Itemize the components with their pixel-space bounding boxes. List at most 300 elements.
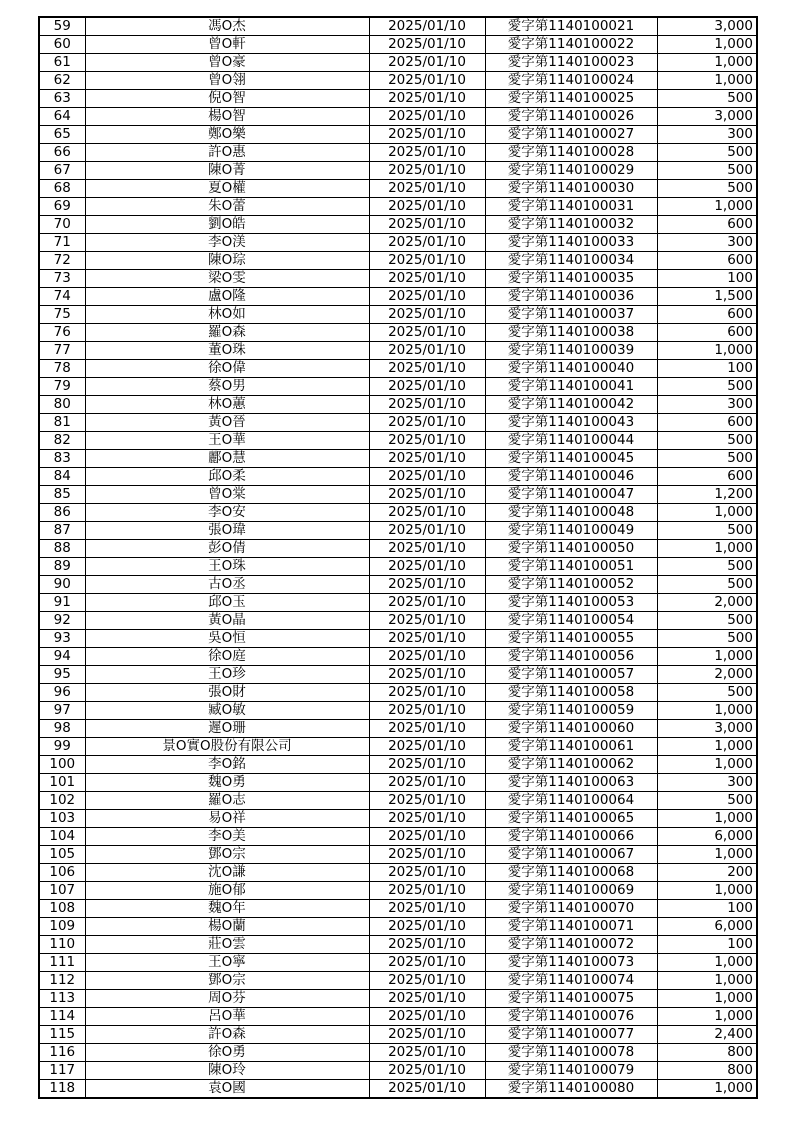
- serial-number-cell: 92: [39, 612, 85, 630]
- donation-amount-cell: 500: [657, 432, 757, 450]
- table-row: [39, 396, 757, 414]
- table-row: [39, 360, 757, 378]
- serial-number-cell: 107: [39, 882, 85, 900]
- donation-date-cell: 2025/01/10: [369, 378, 485, 396]
- serial-number-cell: 71: [39, 234, 85, 252]
- donation-amount-cell: 500: [657, 180, 757, 198]
- table-row: [39, 54, 757, 72]
- donation-date-cell: 2025/01/10: [369, 612, 485, 630]
- table-row: [39, 324, 757, 342]
- receipt-number-cell: 愛字第1140100048: [485, 504, 657, 522]
- receipt-number-cell: 愛字第1140100060: [485, 720, 657, 738]
- table-row: [39, 720, 757, 738]
- donation-amount-cell: 1,000: [657, 648, 757, 666]
- donation-amount-cell: 1,000: [657, 882, 757, 900]
- receipt-number-cell: 愛字第1140100047: [485, 486, 657, 504]
- serial-number-cell: 83: [39, 450, 85, 468]
- table-row: [39, 666, 757, 684]
- donor-name-cell: 袁O國: [85, 1080, 369, 1099]
- serial-number-cell: 74: [39, 288, 85, 306]
- donation-table-body: [39, 17, 757, 1098]
- donor-name-cell: 張O瑋: [85, 522, 369, 540]
- donation-date-cell: 2025/01/10: [369, 162, 485, 180]
- receipt-number-cell: 愛字第1140100043: [485, 414, 657, 432]
- donor-name-cell: 羅O森: [85, 324, 369, 342]
- donation-amount-cell: 500: [657, 162, 757, 180]
- donation-date-cell: 2025/01/10: [369, 810, 485, 828]
- donor-name-cell: 王O珍: [85, 666, 369, 684]
- serial-number-cell: 115: [39, 1026, 85, 1044]
- serial-number-cell: 101: [39, 774, 85, 792]
- table-row: [39, 972, 757, 990]
- receipt-number-cell: 愛字第1140100049: [485, 522, 657, 540]
- donor-name-cell: 李O銘: [85, 756, 369, 774]
- donation-date-cell: 2025/01/10: [369, 702, 485, 720]
- table-row: [39, 432, 757, 450]
- donor-name-cell: 李O美: [85, 828, 369, 846]
- serial-number-cell: 93: [39, 630, 85, 648]
- table-row: [39, 540, 757, 558]
- table-row: [39, 162, 757, 180]
- receipt-number-cell: 愛字第1140100031: [485, 198, 657, 216]
- receipt-number-cell: 愛字第1140100050: [485, 540, 657, 558]
- receipt-number-cell: 愛字第1140100030: [485, 180, 657, 198]
- donation-date-cell: 2025/01/10: [369, 936, 485, 954]
- serial-number-cell: 111: [39, 954, 85, 972]
- serial-number-cell: 112: [39, 972, 85, 990]
- serial-number-cell: 82: [39, 432, 85, 450]
- donor-name-cell: 曾O軒: [85, 36, 369, 54]
- receipt-number-cell: 愛字第1140100066: [485, 828, 657, 846]
- donor-name-cell: 彭O倩: [85, 540, 369, 558]
- table-row: [39, 468, 757, 486]
- serial-number-cell: 73: [39, 270, 85, 288]
- donation-date-cell: 2025/01/10: [369, 882, 485, 900]
- donor-name-cell: 馮O杰: [85, 17, 369, 36]
- receipt-number-cell: 愛字第1140100024: [485, 72, 657, 90]
- table-row: [39, 630, 757, 648]
- serial-number-cell: 89: [39, 558, 85, 576]
- donation-date-cell: 2025/01/10: [369, 450, 485, 468]
- donor-name-cell: 朱O蕾: [85, 198, 369, 216]
- serial-number-cell: 98: [39, 720, 85, 738]
- donor-name-cell: 倪O智: [85, 90, 369, 108]
- donation-amount-cell: 300: [657, 126, 757, 144]
- serial-number-cell: 65: [39, 126, 85, 144]
- table-row: [39, 738, 757, 756]
- table-row: [39, 954, 757, 972]
- donation-date-cell: 2025/01/10: [369, 1080, 485, 1099]
- donation-list-page: [38, 16, 756, 1099]
- donor-name-cell: 周O芬: [85, 990, 369, 1008]
- donor-name-cell: 沈O謙: [85, 864, 369, 882]
- serial-number-cell: 70: [39, 216, 85, 234]
- receipt-number-cell: 愛字第1140100046: [485, 468, 657, 486]
- receipt-number-cell: 愛字第1140100074: [485, 972, 657, 990]
- serial-number-cell: 77: [39, 342, 85, 360]
- donation-amount-cell: 2,400: [657, 1026, 757, 1044]
- donor-name-cell: 邱O玉: [85, 594, 369, 612]
- receipt-number-cell: 愛字第1140100028: [485, 144, 657, 162]
- receipt-number-cell: 愛字第1140100068: [485, 864, 657, 882]
- table-row: [39, 828, 757, 846]
- donation-date-cell: 2025/01/10: [369, 954, 485, 972]
- donation-amount-cell: 600: [657, 468, 757, 486]
- receipt-number-cell: 愛字第1140100032: [485, 216, 657, 234]
- receipt-number-cell: 愛字第1140100062: [485, 756, 657, 774]
- table-row: [39, 594, 757, 612]
- donation-date-cell: 2025/01/10: [369, 648, 485, 666]
- serial-number-cell: 90: [39, 576, 85, 594]
- donation-date-cell: 2025/01/10: [369, 738, 485, 756]
- serial-number-cell: 59: [39, 17, 85, 36]
- serial-number-cell: 106: [39, 864, 85, 882]
- donor-name-cell: 邱O柔: [85, 468, 369, 486]
- receipt-number-cell: 愛字第1140100063: [485, 774, 657, 792]
- receipt-number-cell: 愛字第1140100044: [485, 432, 657, 450]
- donor-name-cell: 徐O勇: [85, 1044, 369, 1062]
- serial-number-cell: 88: [39, 540, 85, 558]
- donation-date-cell: 2025/01/10: [369, 144, 485, 162]
- donation-date-cell: 2025/01/10: [369, 432, 485, 450]
- receipt-number-cell: 愛字第1140100067: [485, 846, 657, 864]
- donor-name-cell: 羅O志: [85, 792, 369, 810]
- donor-name-cell: 楊O智: [85, 108, 369, 126]
- donation-date-cell: 2025/01/10: [369, 576, 485, 594]
- receipt-number-cell: 愛字第1140100039: [485, 342, 657, 360]
- donation-date-cell: 2025/01/10: [369, 918, 485, 936]
- serial-number-cell: 113: [39, 990, 85, 1008]
- receipt-number-cell: 愛字第1140100051: [485, 558, 657, 576]
- donor-name-cell: 楊O蘭: [85, 918, 369, 936]
- donation-amount-cell: 3,000: [657, 17, 757, 36]
- receipt-number-cell: 愛字第1140100025: [485, 90, 657, 108]
- donation-amount-cell: 500: [657, 558, 757, 576]
- receipt-number-cell: 愛字第1140100059: [485, 702, 657, 720]
- serial-number-cell: 81: [39, 414, 85, 432]
- table-row: [39, 414, 757, 432]
- table-row: [39, 252, 757, 270]
- donation-amount-cell: 2,000: [657, 666, 757, 684]
- serial-number-cell: 64: [39, 108, 85, 126]
- table-row: [39, 648, 757, 666]
- donation-amount-cell: 100: [657, 270, 757, 288]
- donation-amount-cell: 500: [657, 792, 757, 810]
- receipt-number-cell: 愛字第1140100033: [485, 234, 657, 252]
- receipt-number-cell: 愛字第1140100056: [485, 648, 657, 666]
- donor-name-cell: 鄭O樂: [85, 126, 369, 144]
- donation-amount-cell: 1,000: [657, 1008, 757, 1026]
- donation-date-cell: 2025/01/10: [369, 396, 485, 414]
- donation-date-cell: 2025/01/10: [369, 630, 485, 648]
- table-row: [39, 900, 757, 918]
- serial-number-cell: 114: [39, 1008, 85, 1026]
- serial-number-cell: 97: [39, 702, 85, 720]
- receipt-number-cell: 愛字第1140100022: [485, 36, 657, 54]
- donor-name-cell: 林O蕙: [85, 396, 369, 414]
- table-row: [39, 846, 757, 864]
- donor-name-cell: 景O實O股份有限公司: [85, 738, 369, 756]
- donation-date-cell: 2025/01/10: [369, 486, 485, 504]
- donation-amount-cell: 1,000: [657, 972, 757, 990]
- donation-amount-cell: 500: [657, 90, 757, 108]
- receipt-number-cell: 愛字第1140100052: [485, 576, 657, 594]
- donation-date-cell: 2025/01/10: [369, 90, 485, 108]
- donation-amount-cell: 500: [657, 378, 757, 396]
- donation-date-cell: 2025/01/10: [369, 288, 485, 306]
- donor-name-cell: 張O財: [85, 684, 369, 702]
- donation-date-cell: 2025/01/10: [369, 234, 485, 252]
- donation-amount-cell: 500: [657, 612, 757, 630]
- serial-number-cell: 87: [39, 522, 85, 540]
- serial-number-cell: 96: [39, 684, 85, 702]
- serial-number-cell: 75: [39, 306, 85, 324]
- donor-name-cell: 魏O勇: [85, 774, 369, 792]
- serial-number-cell: 86: [39, 504, 85, 522]
- donor-name-cell: 陳O琮: [85, 252, 369, 270]
- serial-number-cell: 117: [39, 1062, 85, 1080]
- table-row: [39, 90, 757, 108]
- serial-number-cell: 80: [39, 396, 85, 414]
- donation-amount-cell: 800: [657, 1062, 757, 1080]
- donation-amount-cell: 800: [657, 1044, 757, 1062]
- donation-date-cell: 2025/01/10: [369, 1062, 485, 1080]
- donor-name-cell: 曾O翎: [85, 72, 369, 90]
- donation-amount-cell: 3,000: [657, 720, 757, 738]
- donation-date-cell: 2025/01/10: [369, 720, 485, 738]
- donor-name-cell: 王O寧: [85, 954, 369, 972]
- donation-amount-cell: 1,000: [657, 72, 757, 90]
- donation-date-cell: 2025/01/10: [369, 360, 485, 378]
- donation-table: [38, 16, 758, 1099]
- receipt-number-cell: 愛字第1140100073: [485, 954, 657, 972]
- receipt-number-cell: 愛字第1140100072: [485, 936, 657, 954]
- serial-number-cell: 118: [39, 1080, 85, 1099]
- serial-number-cell: 116: [39, 1044, 85, 1062]
- serial-number-cell: 60: [39, 36, 85, 54]
- donor-name-cell: 吳O恒: [85, 630, 369, 648]
- donation-date-cell: 2025/01/10: [369, 900, 485, 918]
- donor-name-cell: 林O如: [85, 306, 369, 324]
- donation-amount-cell: 1,000: [657, 1080, 757, 1099]
- table-row: [39, 756, 757, 774]
- donor-name-cell: 曾O棠: [85, 486, 369, 504]
- donation-amount-cell: 1,000: [657, 954, 757, 972]
- receipt-number-cell: 愛字第1140100075: [485, 990, 657, 1008]
- table-row: [39, 504, 757, 522]
- donation-date-cell: 2025/01/10: [369, 990, 485, 1008]
- donation-date-cell: 2025/01/10: [369, 522, 485, 540]
- donation-date-cell: 2025/01/10: [369, 756, 485, 774]
- receipt-number-cell: 愛字第1140100080: [485, 1080, 657, 1099]
- donation-date-cell: 2025/01/10: [369, 180, 485, 198]
- table-row: [39, 1062, 757, 1080]
- table-row: [39, 1044, 757, 1062]
- table-row: [39, 882, 757, 900]
- serial-number-cell: 67: [39, 162, 85, 180]
- donation-date-cell: 2025/01/10: [369, 864, 485, 882]
- donation-date-cell: 2025/01/10: [369, 342, 485, 360]
- receipt-number-cell: 愛字第1140100034: [485, 252, 657, 270]
- donation-date-cell: 2025/01/10: [369, 1026, 485, 1044]
- donation-amount-cell: 600: [657, 216, 757, 234]
- table-row: [39, 72, 757, 90]
- donation-date-cell: 2025/01/10: [369, 54, 485, 72]
- serial-number-cell: 102: [39, 792, 85, 810]
- donation-date-cell: 2025/01/10: [369, 252, 485, 270]
- donation-date-cell: 2025/01/10: [369, 1008, 485, 1026]
- donation-amount-cell: 1,000: [657, 504, 757, 522]
- donor-name-cell: 許O惠: [85, 144, 369, 162]
- donation-amount-cell: 1,000: [657, 198, 757, 216]
- donor-name-cell: 徐O偉: [85, 360, 369, 378]
- donation-date-cell: 2025/01/10: [369, 198, 485, 216]
- table-row: [39, 936, 757, 954]
- serial-number-cell: 61: [39, 54, 85, 72]
- donor-name-cell: 臧O敏: [85, 702, 369, 720]
- donation-date-cell: 2025/01/10: [369, 792, 485, 810]
- receipt-number-cell: 愛字第1140100069: [485, 882, 657, 900]
- receipt-number-cell: 愛字第1140100055: [485, 630, 657, 648]
- table-row: [39, 1080, 757, 1099]
- donor-name-cell: 許O森: [85, 1026, 369, 1044]
- donation-amount-cell: 200: [657, 864, 757, 882]
- receipt-number-cell: 愛字第1140100054: [485, 612, 657, 630]
- donation-date-cell: 2025/01/10: [369, 108, 485, 126]
- table-row: [39, 234, 757, 252]
- receipt-number-cell: 愛字第1140100079: [485, 1062, 657, 1080]
- serial-number-cell: 109: [39, 918, 85, 936]
- donation-amount-cell: 2,000: [657, 594, 757, 612]
- donation-date-cell: 2025/01/10: [369, 468, 485, 486]
- table-row: [39, 576, 757, 594]
- donor-name-cell: 古O丞: [85, 576, 369, 594]
- serial-number-cell: 66: [39, 144, 85, 162]
- table-row: [39, 702, 757, 720]
- receipt-number-cell: 愛字第1140100029: [485, 162, 657, 180]
- serial-number-cell: 100: [39, 756, 85, 774]
- donation-date-cell: 2025/01/10: [369, 540, 485, 558]
- donation-amount-cell: 1,000: [657, 342, 757, 360]
- donation-date-cell: 2025/01/10: [369, 72, 485, 90]
- receipt-number-cell: 愛字第1140100038: [485, 324, 657, 342]
- donation-date-cell: 2025/01/10: [369, 414, 485, 432]
- donation-amount-cell: 300: [657, 774, 757, 792]
- donor-name-cell: 梁O雯: [85, 270, 369, 288]
- donor-name-cell: 夏O權: [85, 180, 369, 198]
- table-row: [39, 522, 757, 540]
- serial-number-cell: 95: [39, 666, 85, 684]
- serial-number-cell: 78: [39, 360, 85, 378]
- donation-amount-cell: 1,200: [657, 486, 757, 504]
- table-row: [39, 792, 757, 810]
- donation-amount-cell: 1,000: [657, 36, 757, 54]
- donation-amount-cell: 1,000: [657, 702, 757, 720]
- serial-number-cell: 94: [39, 648, 85, 666]
- donation-date-cell: 2025/01/10: [369, 846, 485, 864]
- receipt-number-cell: 愛字第1140100064: [485, 792, 657, 810]
- table-row: [39, 918, 757, 936]
- table-row: [39, 486, 757, 504]
- donation-amount-cell: 100: [657, 360, 757, 378]
- donation-date-cell: 2025/01/10: [369, 774, 485, 792]
- donor-name-cell: 魏O年: [85, 900, 369, 918]
- donor-name-cell: 黃O晶: [85, 612, 369, 630]
- receipt-number-cell: 愛字第1140100041: [485, 378, 657, 396]
- donation-date-cell: 2025/01/10: [369, 36, 485, 54]
- donation-amount-cell: 1,000: [657, 810, 757, 828]
- receipt-number-cell: 愛字第1140100040: [485, 360, 657, 378]
- table-row: [39, 684, 757, 702]
- donation-amount-cell: 100: [657, 936, 757, 954]
- donor-name-cell: 鄧O宗: [85, 972, 369, 990]
- donor-name-cell: 蔡O男: [85, 378, 369, 396]
- table-row: [39, 288, 757, 306]
- receipt-number-cell: 愛字第1140100065: [485, 810, 657, 828]
- table-row: [39, 270, 757, 288]
- donation-amount-cell: 500: [657, 684, 757, 702]
- donation-amount-cell: 300: [657, 234, 757, 252]
- donation-amount-cell: 500: [657, 576, 757, 594]
- donor-name-cell: 施O郁: [85, 882, 369, 900]
- donor-name-cell: 呂O華: [85, 1008, 369, 1026]
- donor-name-cell: 酈O慧: [85, 450, 369, 468]
- receipt-number-cell: 愛字第1140100027: [485, 126, 657, 144]
- donation-date-cell: 2025/01/10: [369, 972, 485, 990]
- donation-amount-cell: 3,000: [657, 108, 757, 126]
- donor-name-cell: 黃O晉: [85, 414, 369, 432]
- serial-number-cell: 99: [39, 738, 85, 756]
- donation-amount-cell: 600: [657, 324, 757, 342]
- donor-name-cell: 董O珠: [85, 342, 369, 360]
- receipt-number-cell: 愛字第1140100035: [485, 270, 657, 288]
- serial-number-cell: 62: [39, 72, 85, 90]
- donor-name-cell: 劉O皓: [85, 216, 369, 234]
- table-row: [39, 612, 757, 630]
- donor-name-cell: 鄧O宗: [85, 846, 369, 864]
- table-row: [39, 216, 757, 234]
- donor-name-cell: 盧O隆: [85, 288, 369, 306]
- donor-name-cell: 王O華: [85, 432, 369, 450]
- donation-date-cell: 2025/01/10: [369, 558, 485, 576]
- donation-amount-cell: 600: [657, 306, 757, 324]
- table-row: [39, 17, 757, 36]
- donation-date-cell: 2025/01/10: [369, 504, 485, 522]
- donation-amount-cell: 1,000: [657, 846, 757, 864]
- serial-number-cell: 79: [39, 378, 85, 396]
- donor-name-cell: 王O珠: [85, 558, 369, 576]
- donation-amount-cell: 500: [657, 144, 757, 162]
- serial-number-cell: 104: [39, 828, 85, 846]
- table-row: [39, 342, 757, 360]
- donor-name-cell: 李O渼: [85, 234, 369, 252]
- donation-amount-cell: 6,000: [657, 828, 757, 846]
- receipt-number-cell: 愛字第1140100076: [485, 1008, 657, 1026]
- donation-amount-cell: 1,000: [657, 738, 757, 756]
- donation-date-cell: 2025/01/10: [369, 684, 485, 702]
- receipt-number-cell: 愛字第1140100071: [485, 918, 657, 936]
- donor-name-cell: 徐O庭: [85, 648, 369, 666]
- table-row: [39, 1026, 757, 1044]
- table-row: [39, 558, 757, 576]
- serial-number-cell: 105: [39, 846, 85, 864]
- serial-number-cell: 68: [39, 180, 85, 198]
- donation-date-cell: 2025/01/10: [369, 270, 485, 288]
- donation-date-cell: 2025/01/10: [369, 594, 485, 612]
- donation-amount-cell: 1,000: [657, 54, 757, 72]
- receipt-number-cell: 愛字第1140100023: [485, 54, 657, 72]
- receipt-number-cell: 愛字第1140100042: [485, 396, 657, 414]
